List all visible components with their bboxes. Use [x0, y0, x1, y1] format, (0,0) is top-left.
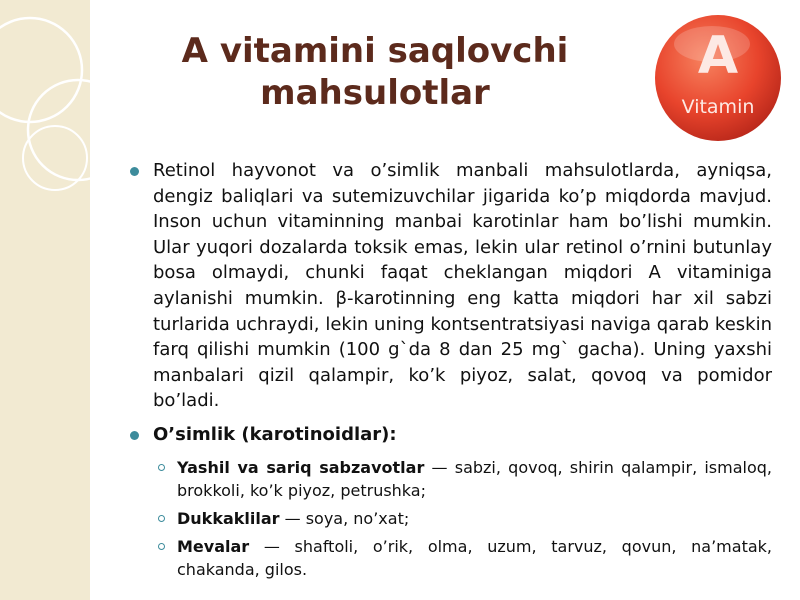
plant-sources-heading: O’simlik (karotinoidlar): [153, 423, 397, 445]
item-term: Yashil va sariq sabzavotlar [177, 457, 425, 477]
sub-bullet-icon [158, 515, 165, 522]
decorative-circles [0, 0, 130, 260]
bullet-retinol [130, 158, 772, 414]
badge-word: Vitamin [681, 96, 755, 118]
bullet-plant-sources [130, 422, 772, 448]
list-item [130, 456, 772, 502]
bullet-dot-icon [130, 431, 139, 440]
bullet-dot-icon [130, 167, 139, 176]
badge-letter: A [697, 26, 739, 86]
slide-body [130, 158, 772, 586]
retinol-paragraph: Retinol hayvonot va o’simlik manbali mahsulotlarda, ayniqsa, dengiz baliqlari va sutemizuvchilar jigarida ko’p miqdorda mavjud. Inson uchun vitaminning manbai karotinlar ham bo’lishi mumkin. Ular yuqori dozalarda toksik emas, lekin ular retinol o’rnini butunlay bosa olmaydi, chunki faqat cheklangan miqdori A vitaminiga aylanishi mumkin. β-karotinning eng katta miqdori har xil sabzi turlarida uchraydi, lekin uning kontsentratsiyasi naviga qarab keskin farq qilishi mumkin (100 g`da 8 dan 25 mg` gacha). Uning yaxshi manbalari qizil qalampir, ko’k piyoz, salat, qovoq va pomidor bo’ladi. [153, 160, 772, 412]
item-text: — shaftoli, o’rik, olma, uzum, tarvuz, qovun, na’matak, chakanda, gilos. [177, 536, 772, 579]
item-text: — sabzi, qovoq, shirin qalampir, ismaloq, brokkoli, ko’k piyoz, petrushka; [177, 457, 772, 500]
slide-title: A vitamini saqlovchi mahsulotlar [181, 31, 569, 113]
sub-bullet-icon [158, 464, 165, 471]
list-item [130, 507, 772, 530]
item-text: — soya, no’xat; [279, 508, 410, 528]
vitamin-a-badge [652, 12, 784, 144]
list-item [130, 535, 772, 581]
plant-sources-list [130, 456, 772, 581]
sub-bullet-icon [158, 543, 165, 550]
item-term: Mevalar [177, 536, 250, 556]
item-term: Dukkaklilar [177, 508, 280, 528]
